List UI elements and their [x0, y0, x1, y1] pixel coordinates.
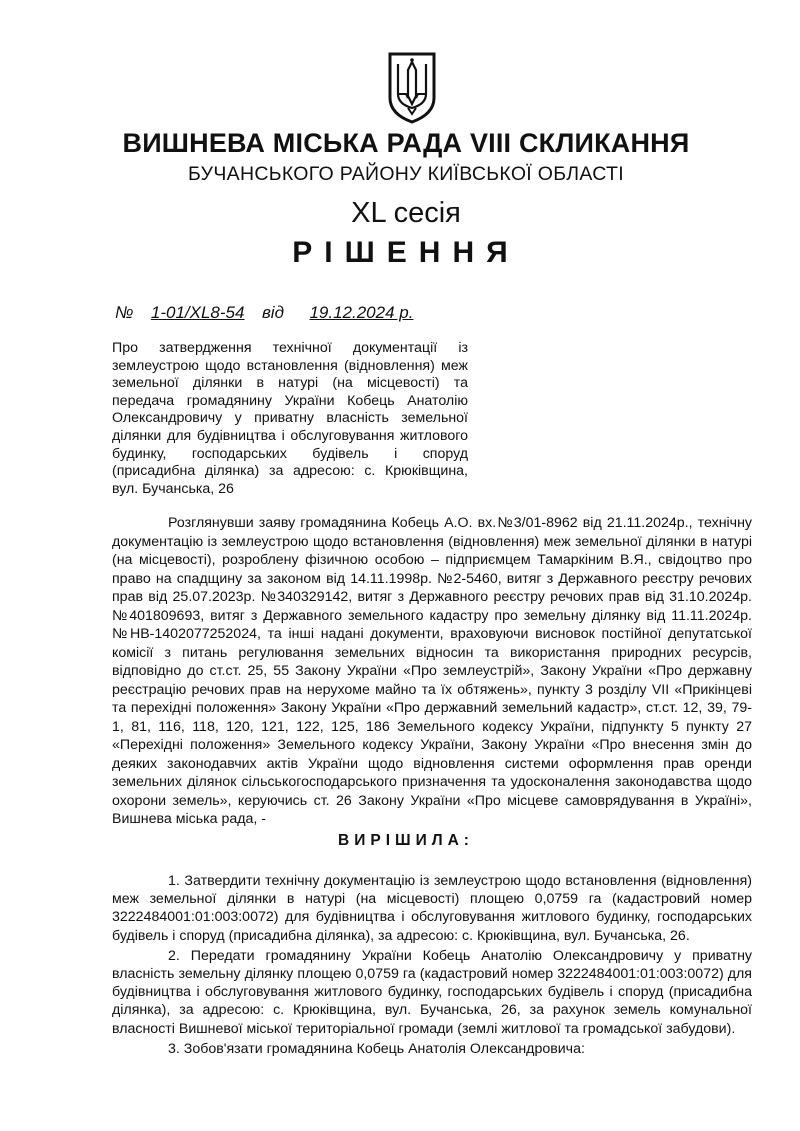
decision-subject: Про затвердження технічної документації із землеустрою щодо встановлення (відновлення) меж земельної ділянки в натурі (на місцевості) та передача громадянину України Кобець Анатолію Олександровичу у приватну власність земельної ділянки для будівництва і обслуговування житлового будинку, господарських будівель і споруд (присадибна ділянка) за адресою: с. Крюківщина, вул. Бучанська, 26 — [112, 340, 468, 497]
document-number: 1-01/XL8-54 — [150, 303, 245, 322]
session-title: XL сесія — [351, 197, 461, 229]
council-region: БУЧАНСЬКОГО РАЙОНУ КИЇВСЬКОЇ ОБЛАСТІ — [188, 163, 624, 185]
council-name: ВИШНЕВА МІСЬКА РАДА VIII СКЛИКАННЯ — [122, 128, 690, 158]
decision-items — [112, 872, 752, 1060]
decision-title: РІШЕННЯ — [292, 236, 520, 269]
decision-item: 3. Зобов'язати громадянина Кобець Анатолія Олександровича: — [168, 1040, 585, 1057]
decision-item: 1. Затвердити технічну документацію із землеустрою щодо встановлення (відновлення) меж земельної ділянки в натурі (на місцевості) площею 0,0759 га (кадастровий номер 3222484001:01:003:0072) для будівництва і обслуговування житлового будинку, господарських будівель і споруд (присадибна ділянка), за адресою: с. Крюківщина, вул. Бучанська, 26. — [112, 873, 752, 944]
document-number-line — [115, 303, 413, 323]
number-prefix: № — [115, 303, 134, 322]
from-label: від — [261, 303, 284, 322]
preamble-paragraph: Розглянувши заяву громадянина Кобець А.О. вх.№3/01-8962 від 21.11.2024р., технічну документацію із землеустрою щодо встановлення (відновлення) меж земельної ділянки в натурі (на місцевості), розроблену фізичною особою – підприємцем Тамаркіним В.Я., свідоцтво про право на спадщину за законом від 14.11.1998р. №2-5460, витяг з Державного реєстру речових прав від 25.07.2023р. №340329142, витяг з Державного реєстру речових прав від 31.10.2024р. №401809693, витяг з Державного земельного кадастру про земельну ділянку від 11.11.2024р. №НВ-1402077252024, та інші надані документи, враховуючи висновок постійної депутатської комісії з питань регулювання земельних відносин та використання природних ресурсів, відповідно до ст.ст. 25, 55 Закону України «Про землеустрій», Закону України «Про державну реєстрацію речових прав на нерухоме майно та їх обтяжень», пункту 3 розділу VII «Прикінцеві та перехідні положення» Закону України «Про державний земельний кадастр», ст.ст. 12, 39, 79-1, 81, 116, 118, 120, 121, 122, 125, 186 Земельного кодексу України, підпункту 5 пункту 27 «Перехідні положення» Земельного кодексу України, Закону України «Про внесення змін до деяких законодавчих актів України щодо відновлення системи оформлення прав оренди земельних ділянок сільськогосподарського призначення та удосконалення законодавства щодо охорони земель», керуючись ст. 26 Закону України «Про місцеве самоврядування в Україні», Вишнева міська рада, - — [112, 515, 752, 827]
decision-item: 2. Передати громадянину України Кобець Анатолію Олександровичу у приватну власність земельну ділянку площею 0,0759 га (кадастровий номер 3222484001:01:003:0072) для будівництва і обслуговування житлового будинку, господарських будівель і споруд (присадибна ділянка), за адресою: с. Крюківщина, вул. Бучанська, 26, за рахунок земель комунальної власності Вишневої міської територіальної громади (землі житлової та громадської забудови). — [112, 947, 752, 1037]
document-date: 19.12.2024 р. — [309, 303, 414, 322]
trident-coat-of-arms-icon — [384, 50, 440, 126]
resolved-heading: ВИРІШИЛА: — [338, 832, 474, 849]
